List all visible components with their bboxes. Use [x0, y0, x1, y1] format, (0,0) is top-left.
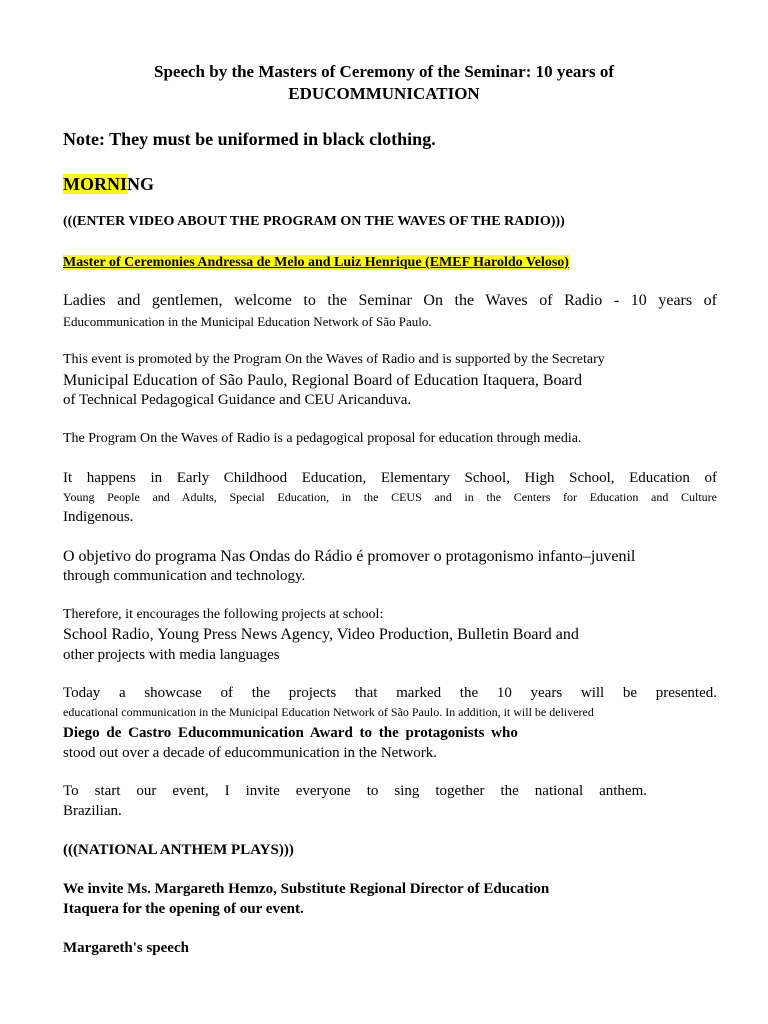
invite-line-2: Itaquera for the opening of our event. — [63, 901, 304, 917]
invite-line-1: We invite Ms. Margareth Hemzo, Substitute Regional Director of Education — [63, 881, 550, 897]
paragraph-4-line-1: It happens in Early Childhood Education, Elementary School, High School, Education of — [63, 470, 717, 486]
note-line: Note: They must be uniformed in black clothing. — [63, 129, 436, 149]
paragraph-8-line-1: To start our event, I invite everyone to sing together the national anthem. — [63, 783, 647, 799]
section-heading-morning — [63, 174, 154, 195]
paragraph-6-line-3: other projects with media languages — [63, 647, 280, 663]
paragraph-2-line-3: of Technical Pedagogical Guidance and CEU Aricanduva. — [63, 392, 412, 408]
paragraph-7-line-4: stood out over a decade of educommunication in the Network. — [63, 745, 438, 761]
paragraph-1-line-2: Educommunication in the Municipal Education Network of São Paulo. — [63, 314, 432, 329]
paragraph-5-line-2: through communication and technology. — [63, 568, 306, 584]
paragraph-1-line-1: Ladies and gentlemen, welcome to the Seminar On the Waves of Radio - 10 years of — [63, 292, 717, 309]
video-cue: (((ENTER VIDEO ABOUT THE PROGRAM ON THE WAVES OF THE RADIO))) — [63, 214, 565, 229]
paragraph-4-line-2: Young People and Adults, Special Education, in the CEUS and in the Centers for Education and Culture — [63, 490, 717, 504]
paragraph-7-line-1: Today a showcase of the projects that marked the 10 years will be presented. — [63, 685, 717, 701]
paragraph-6-line-1: Therefore, it encourages the following projects at school: — [63, 607, 384, 622]
paragraph-3-line-1: The Program On the Waves of Radio is a pedagogical proposal for education through media. — [63, 431, 582, 446]
paragraph-2-line-1: This event is promoted by the Program On the Waves of Radio and is supported by the Secretary — [63, 352, 605, 367]
paragraph-7-line-3: Diego de Castro Educommunication Award to the protagonists who — [63, 725, 518, 741]
anthem-cue: (((NATIONAL ANTHEM PLAYS))) — [63, 842, 294, 858]
paragraph-7-line-2: educational communication in the Municipal Education Network of São Paulo. In addition, it will be delivered — [63, 705, 594, 719]
masters-of-ceremony-line — [63, 255, 569, 271]
document-title-line-2: EDUCOMMUNICATION — [288, 84, 480, 103]
document-title-line-1: Speech by the Masters of Ceremony of the Seminar: 10 years of — [153, 62, 614, 81]
section-heading-rest: NG — [127, 174, 154, 194]
masters-of-ceremony-text: Master of Ceremonies Andressa de Melo and Luiz Henrique (EMEF Haroldo Veloso) — [63, 255, 569, 270]
paragraph-4-line-3: Indigenous. — [63, 509, 134, 525]
paragraph-6-line-2: School Radio, Young Press News Agency, Video Production, Bulletin Board and — [63, 626, 579, 643]
paragraph-5-line-1: O objetivo do programa Nas Ondas do Rádio é promover o protagonismo infanto–juvenil — [63, 548, 636, 565]
section-heading-highlight: MORNI — [63, 174, 127, 194]
paragraph-2-line-2: Municipal Education of São Paulo, Regional Board of Education Itaquera, Board — [63, 372, 582, 389]
paragraph-8-line-2: Brazilian. — [63, 803, 122, 819]
speech-label: Margareth's speech — [63, 940, 189, 956]
